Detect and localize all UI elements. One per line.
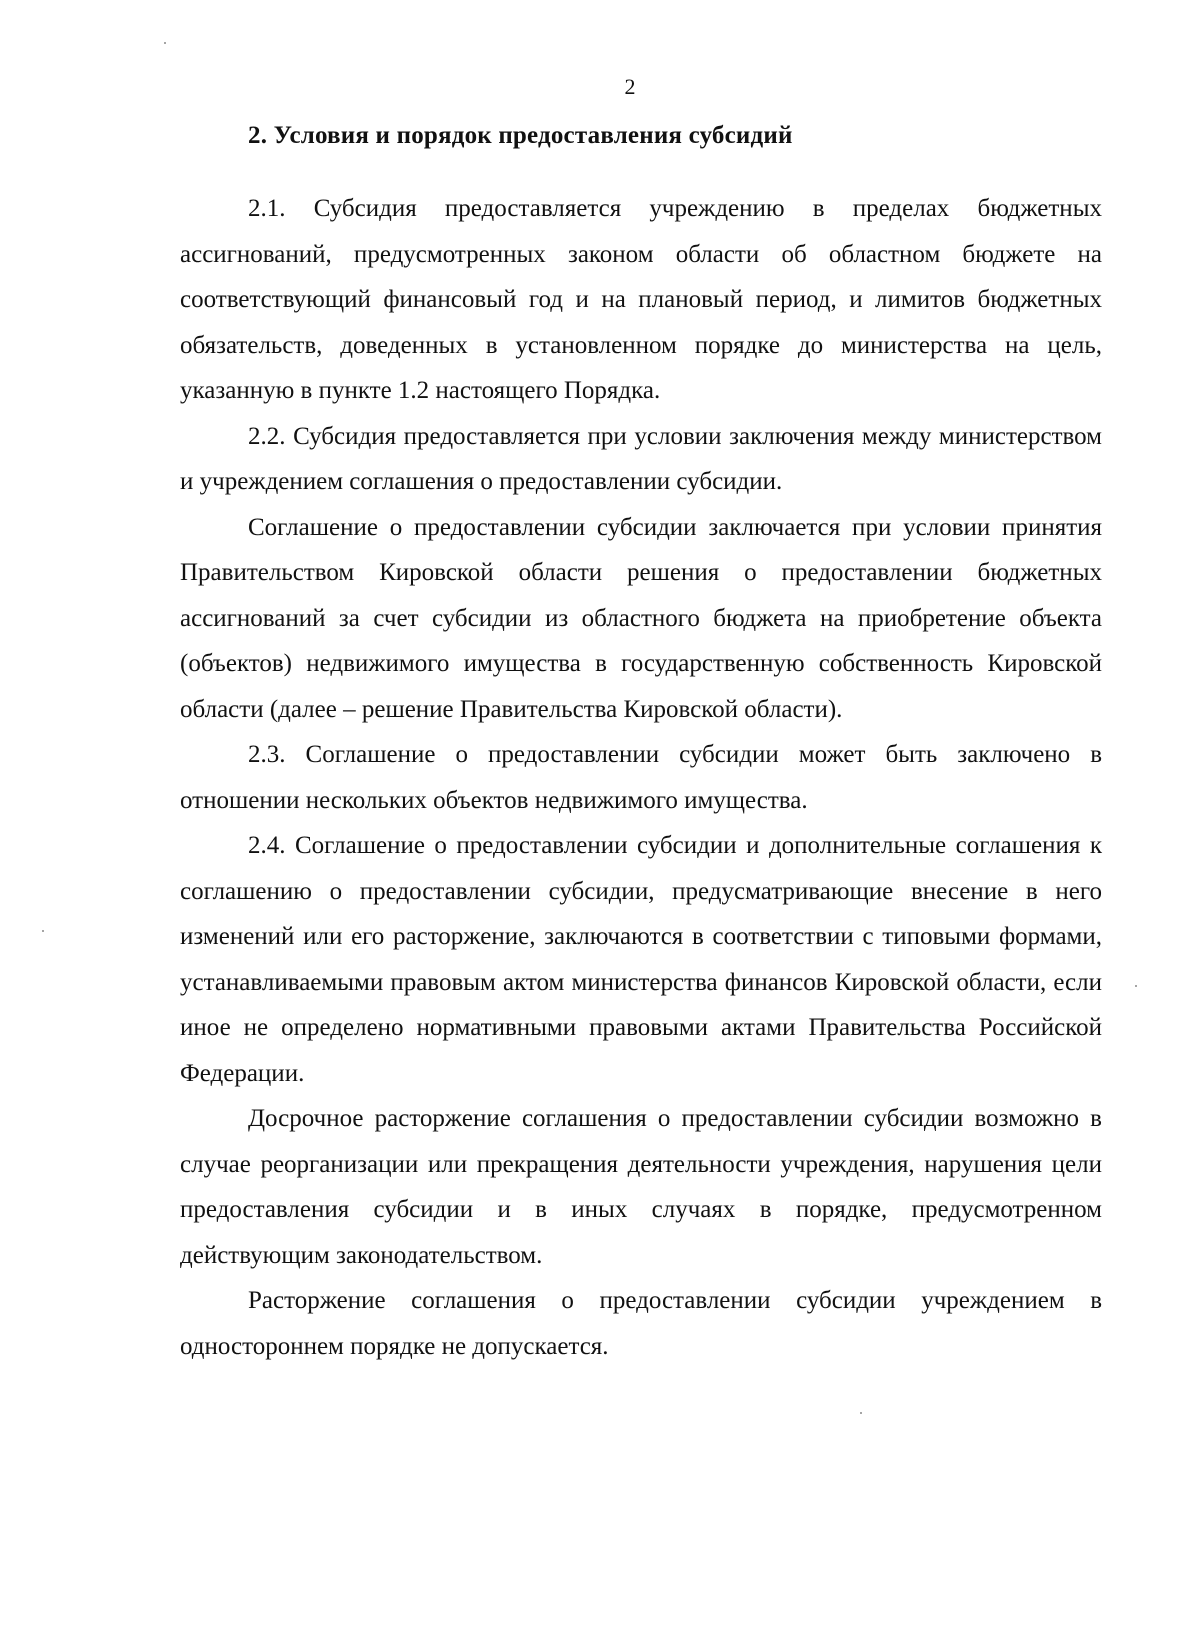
- paragraph-2-3: 2.3. Соглашение о предоставлении субсидии может быть заключено в отношении нескольких объектов недвижимого имущества.: [180, 741, 1102, 814]
- scan-speck: [164, 42, 166, 44]
- document-body: [180, 186, 1102, 1369]
- paragraph-2-4: 2.4. Соглашение о предоставлении субсидии и дополнительные соглашения к соглашению о предоставлении субсидии, предусматривающие внесение в него изменений или его расторжение, заключаются в соответствии с типовыми формами, устанавливаемыми правовым актом министерства финансов Кировской области, если иное не определено нормативными правовыми актами Правительства Российской Федерации.: [180, 832, 1102, 1087]
- scan-speck: [860, 1412, 862, 1414]
- page-number: 2: [624, 74, 636, 99]
- paragraph-early-termination: Досрочное расторжение соглашения о предоставлении субсидии возможно в случае реорганизации или прекращения деятельности учреждения, нарушения цели предоставления субсидии и в иных случаях в порядке, предусмотренном действующим законодательством.: [180, 1105, 1102, 1269]
- paragraph-agreement-condition: Соглашение о предоставлении субсидии заключается при условии принятия Правительством Кировской области решения о предоставлении бюджетных ассигнований за счет субсидии из областного бюджета на приобретение объекта (объектов) недвижимого имущества в государственную собственность Кировской области (далее – решение Правительства Кировской области).: [180, 513, 1102, 723]
- scan-speck: [42, 930, 44, 932]
- paragraph-unilateral-termination: Расторжение соглашения о предоставлении субсидии учреждением в одностороннем порядке не допускается.: [180, 1287, 1102, 1360]
- paragraph-2-1: 2.1. Субсидия предоставляется учреждению в пределах бюджетных ассигнований, предусмотренных законом области об областном бюджете на соответствующий финансовый год и на плановый период, и лимитов бюджетных обязательств, доведенных в установленном порядке до министерства на цель, указанную в пункте 1.2 настоящего Порядка.: [180, 195, 1102, 404]
- section-heading: 2. Условия и порядок предоставления субсидий: [248, 122, 793, 149]
- paragraph-2-2: 2.2. Субсидия предоставляется при условии заключения между министерством и учреждением соглашения о предоставлении субсидии.: [180, 422, 1102, 495]
- scan-speck: [1135, 985, 1137, 987]
